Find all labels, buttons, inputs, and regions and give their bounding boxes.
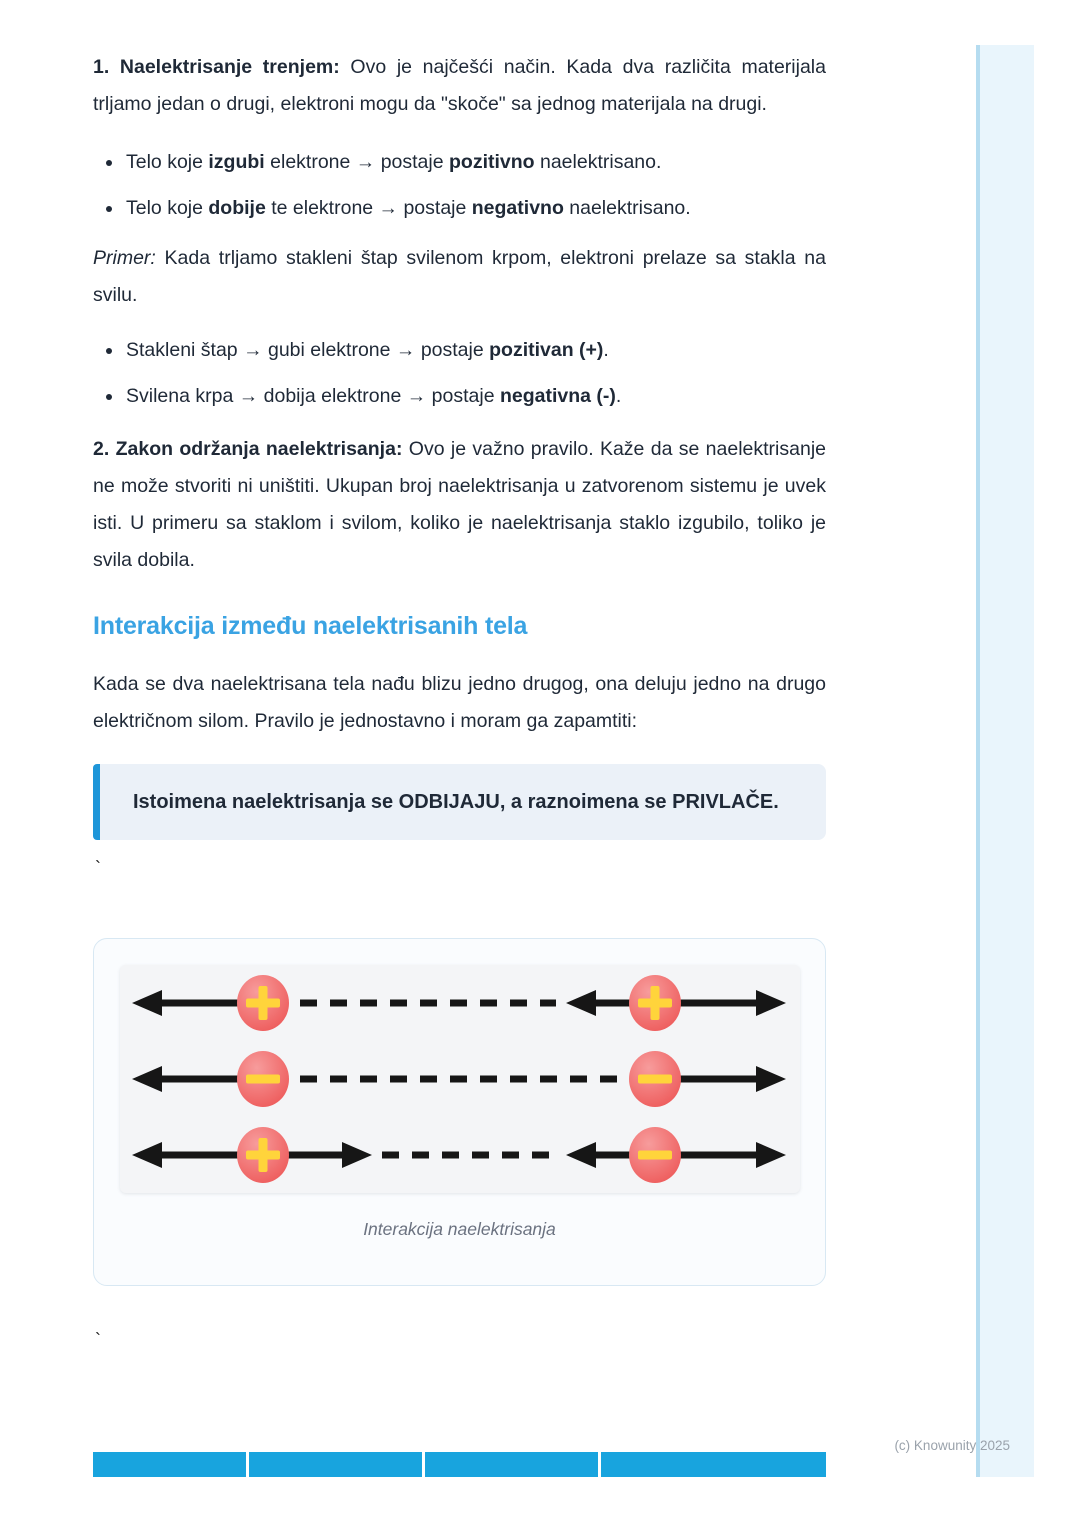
charge-row-plus-plus (120, 965, 800, 1041)
figure-card-charge-interaction (93, 938, 826, 1286)
footer-table-cell (249, 1452, 421, 1477)
list-item: • Telo koje izgubi elektrone → postaje pozitivno naelektrisano. (124, 144, 826, 181)
page-margin-stripe (976, 45, 1034, 1477)
stray-backtick: ` (95, 858, 101, 878)
footer-table-header-row (93, 1452, 826, 1477)
figure-caption: Interakcija naelektrisanja (363, 1219, 556, 1239)
charge-interaction-diagram (120, 965, 800, 1193)
paragraph-electrification-by-friction: 1. Naelektrisanje trenjem: Ovo je najčešći način. Kada dva različita materijala trljamo jedan o drugi, elektroni mogu da "skoče" sa jednog materijala na drugi. (93, 56, 826, 115)
bullet-list-electron-transfer (93, 144, 826, 227)
list-item: • Svilena krpa → dobija elektrone → postaje negativna (-). (124, 378, 826, 415)
charge-row-plus-minus (120, 1117, 800, 1193)
bullet-list-glass-silk (93, 332, 826, 415)
list-item: • Telo koje dobije te elektrone → postaje negativno naelektrisano. (124, 190, 826, 227)
section-heading-interaction: Interakcija između naelektrisanih tela (93, 612, 528, 640)
document-body (93, 0, 826, 1354)
paragraph-conservation-law: 2. Zakon održanja naelektrisanja: Ovo je važno pravilo. Kaže da se naelektrisanje ne može stvoriti ni uništiti. Ukupan broj naelektrisanja u zatvorenom sistemu je uvek isti. U primeru sa staklom i svilom, koliko je naelektrisanja staklo izgubilo, toliko je svila dobila. (93, 438, 826, 571)
paragraph-example-glass-silk: Primer: Kada trljamo stakleni štap svilenom krpom, elektroni prelaze sa stakla na svilu. (93, 247, 826, 306)
list-item: • Stakleni štap → gubi elektrone → postaje pozitivan (+). (124, 332, 826, 369)
rule-callout-box: Istoimena naelektrisanja se ODBIJAJU, a raznoimena se PRIVLAČE. (93, 764, 826, 840)
copyright-watermark: (c) Knowunity 2025 (894, 1438, 1010, 1453)
footer-table-cell (601, 1452, 826, 1477)
paragraph-interaction-intro: Kada se dva naelektrisana tela nađu blizu jedno drugog, ona deluju jedno na drugo električnom silom. Pravilo je jednostavno i moram ga zapamtiti: (93, 673, 826, 732)
stray-backtick: ` (95, 1330, 101, 1350)
charge-row-minus-minus (120, 1041, 800, 1117)
footer-table-cell (93, 1452, 246, 1477)
footer-table-cell (425, 1452, 598, 1477)
